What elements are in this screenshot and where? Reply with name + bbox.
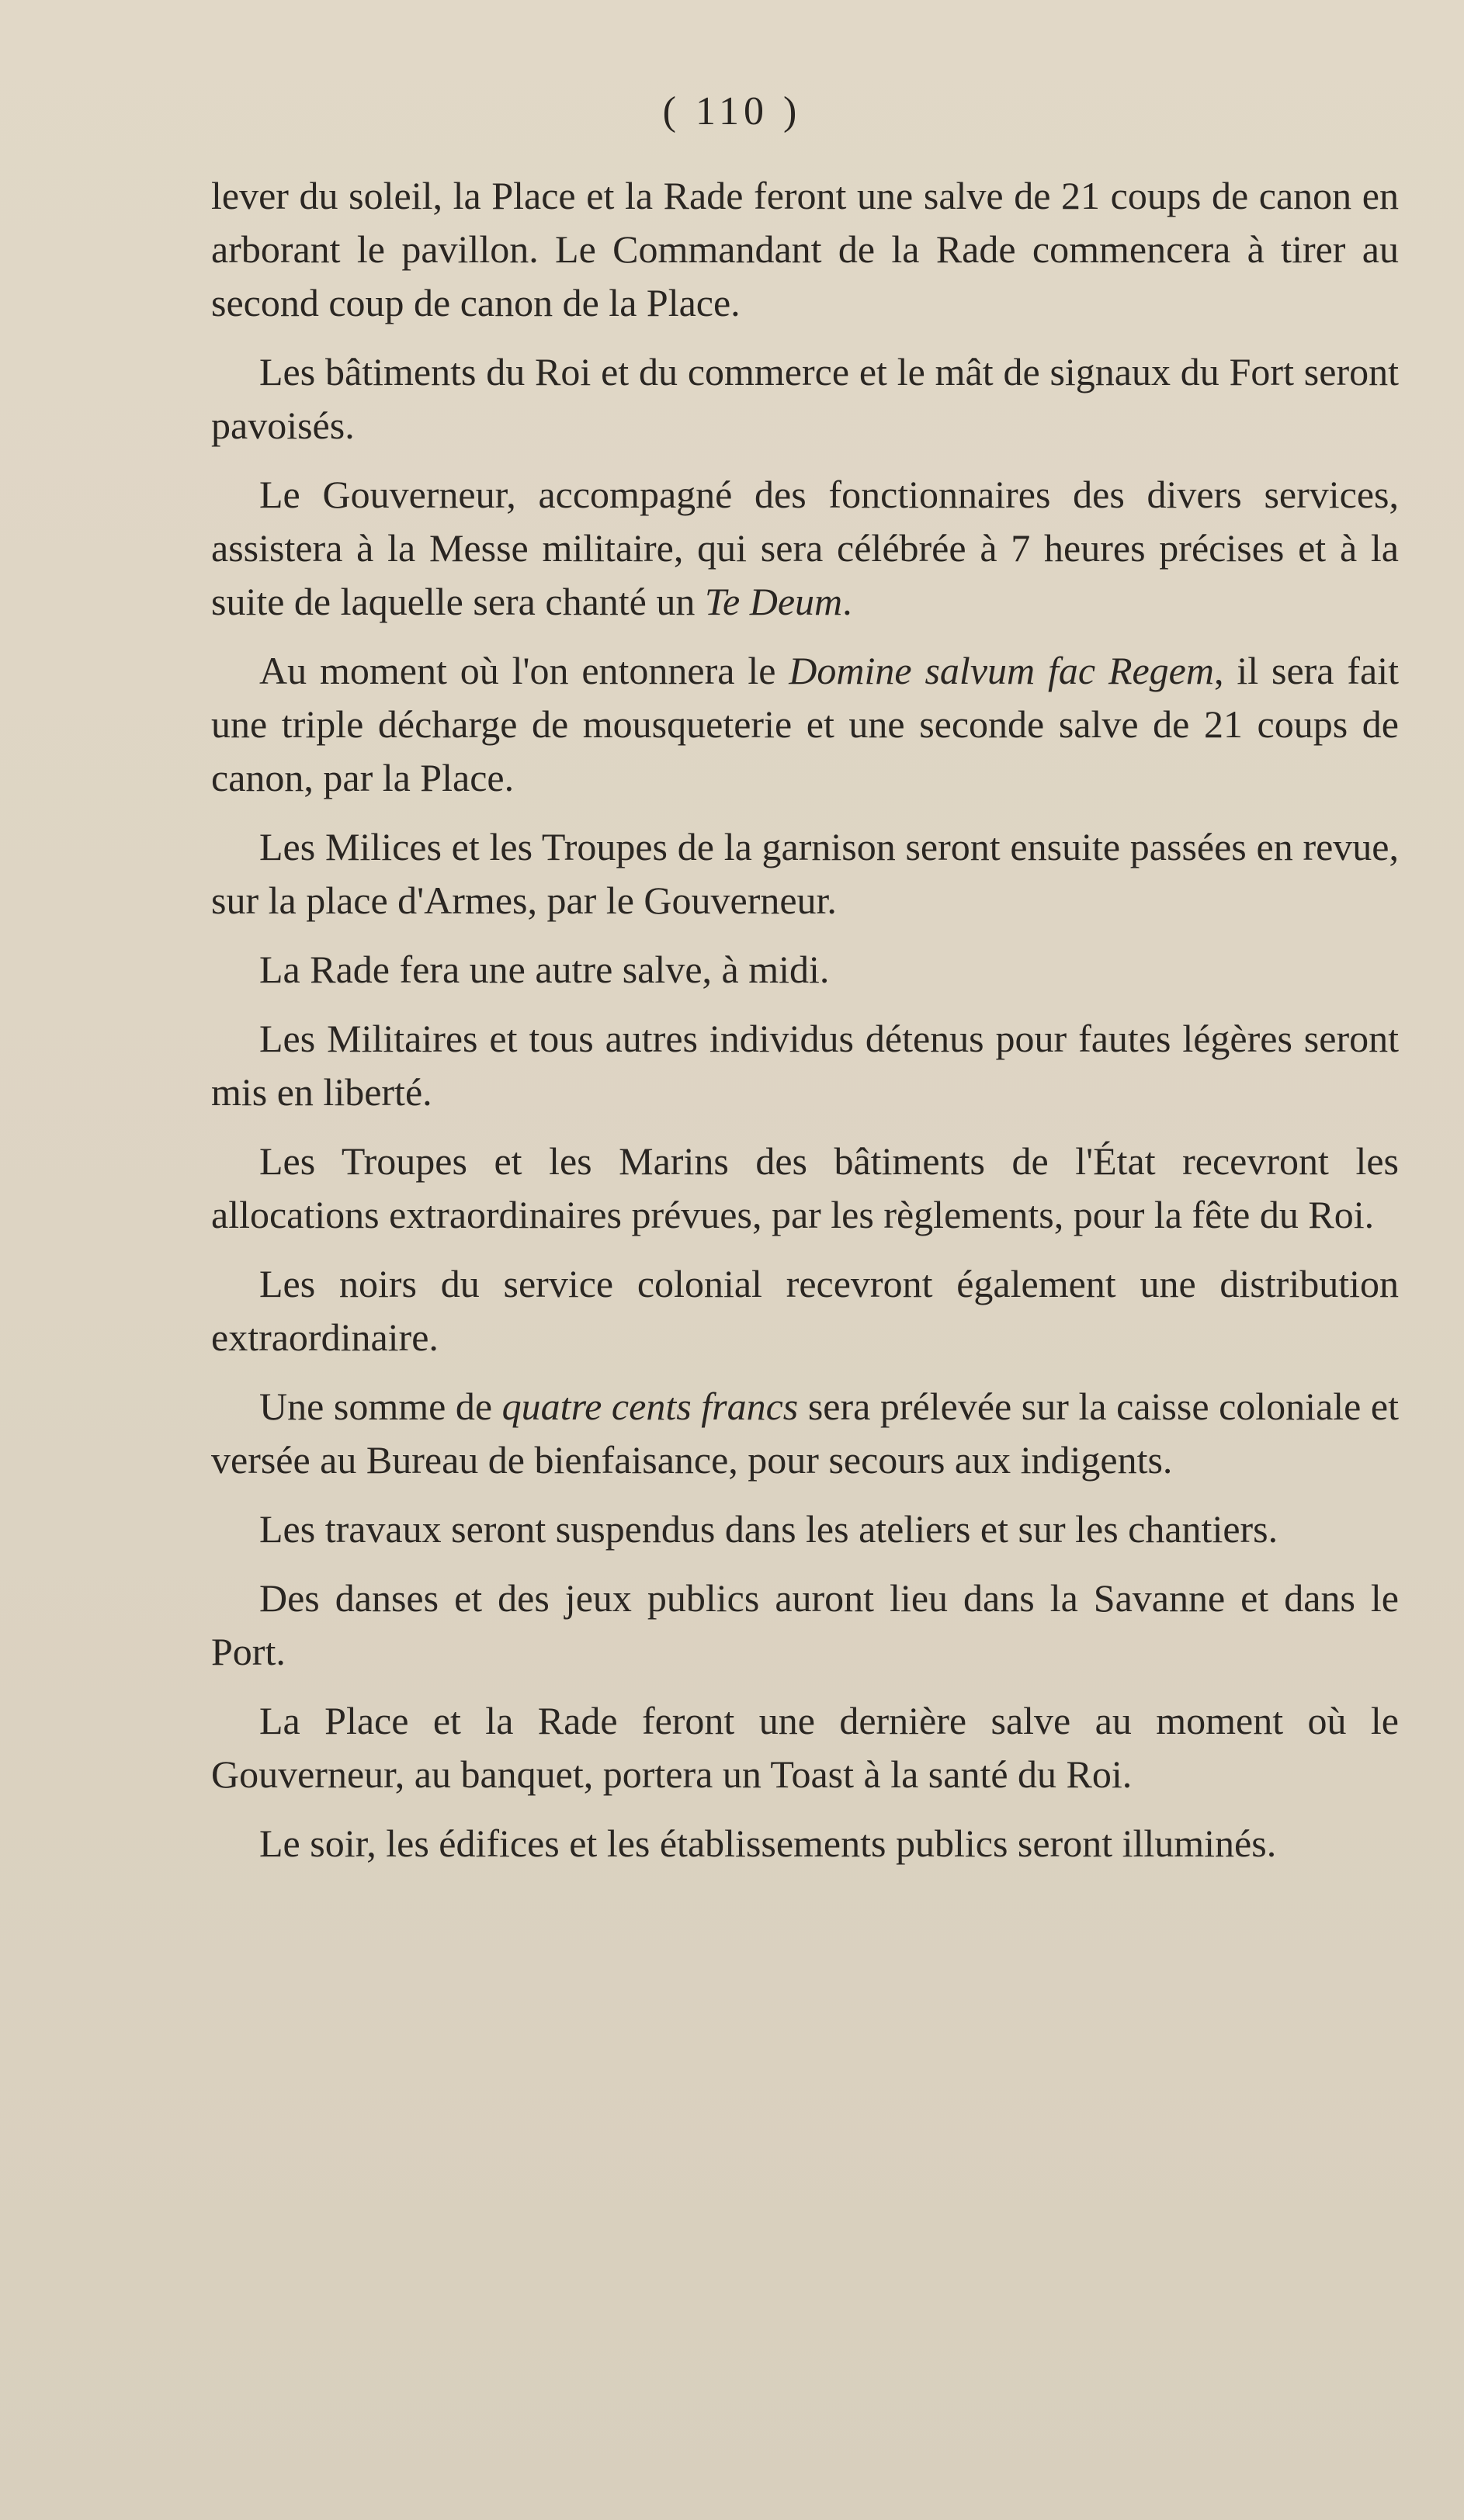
paragraph [211, 169, 1399, 330]
text-run: lever du soleil, la Place et la Rade feront une salve de 21 coups de canon en arborant le pavillon. Le Commandant de la Rade commencera à tirer au second coup de canon de la Place. [211, 174, 1399, 324]
text-run: sera prélevée sur la caisse coloniale et versée au Bureau de bienfaisance, pour secours aux indigents. [211, 1385, 1400, 1482]
paragraph [211, 1694, 1399, 1801]
text-run: Les travaux seront suspendus dans les ateliers et sur les chantiers. [259, 1507, 1278, 1551]
text-run: Les noirs du service colonial recevront également une distribution extraordinaire. [211, 1262, 1399, 1359]
text-run: Les Milices et les Troupes de la garnison seront ensuite passées en revue, sur la place d'Armes, par le Gouverneur. [211, 825, 1399, 922]
italic-text: Te Deum [704, 580, 843, 623]
text-run: . [842, 580, 852, 623]
paragraph [211, 1503, 1399, 1556]
text-run: Le Gouverneur, accompagné des fonctionnaires des divers services, assistera à la Messe militaire, qui sera célébrée à 7 heures précises et à la suite de laquelle sera chanté un [211, 473, 1399, 623]
paragraph [211, 1817, 1399, 1870]
page-number: ( 110 ) [662, 89, 802, 133]
paragraph [211, 468, 1399, 629]
paragraph [211, 644, 1399, 805]
text-run: Le soir, les édifices et les établissements publics seront illuminés. [259, 1822, 1277, 1865]
paragraph [211, 345, 1399, 452]
paragraph [211, 1012, 1399, 1119]
italic-text: Domine salvum fac Regem [789, 649, 1214, 692]
text-run: Au moment où l'on entonnera le [259, 649, 789, 692]
text-run: Une somme de [259, 1385, 502, 1428]
italic-text: quatre cents francs [501, 1385, 799, 1428]
text-run: La Rade fera une autre salve, à midi. [259, 948, 830, 991]
text-run: Les bâtiments du Roi et du commerce et le mât de signaux du Fort seront pavoisés. [211, 350, 1399, 447]
paragraph [211, 1380, 1399, 1487]
paragraph [211, 820, 1399, 927]
text-run: Les Troupes et les Marins des bâtiments de l'État recevront les allocations extraordinaires prévues, par les règlements, pour la fête du Roi. [211, 1139, 1399, 1236]
text-run: Des danses et des jeux publics auront lieu dans la Savanne et dans le Port. [211, 1576, 1399, 1673]
body-text [211, 169, 1399, 1886]
paragraph [211, 1135, 1399, 1242]
paragraph [211, 943, 1399, 997]
paragraph [211, 1572, 1399, 1679]
paragraph [211, 1257, 1399, 1364]
text-run: Les Militaires et tous autres individus détenus pour fautes légères seront mis en liberté. [211, 1017, 1399, 1114]
text-run: La Place et la Rade feront une dernière salve au moment où le Gouverneur, au banquet, portera un Toast à la santé du Roi. [211, 1699, 1399, 1796]
text-run: , il sera fait une triple décharge de mousqueterie et une seconde salve de 21 coups de canon, par la Place. [211, 649, 1399, 799]
